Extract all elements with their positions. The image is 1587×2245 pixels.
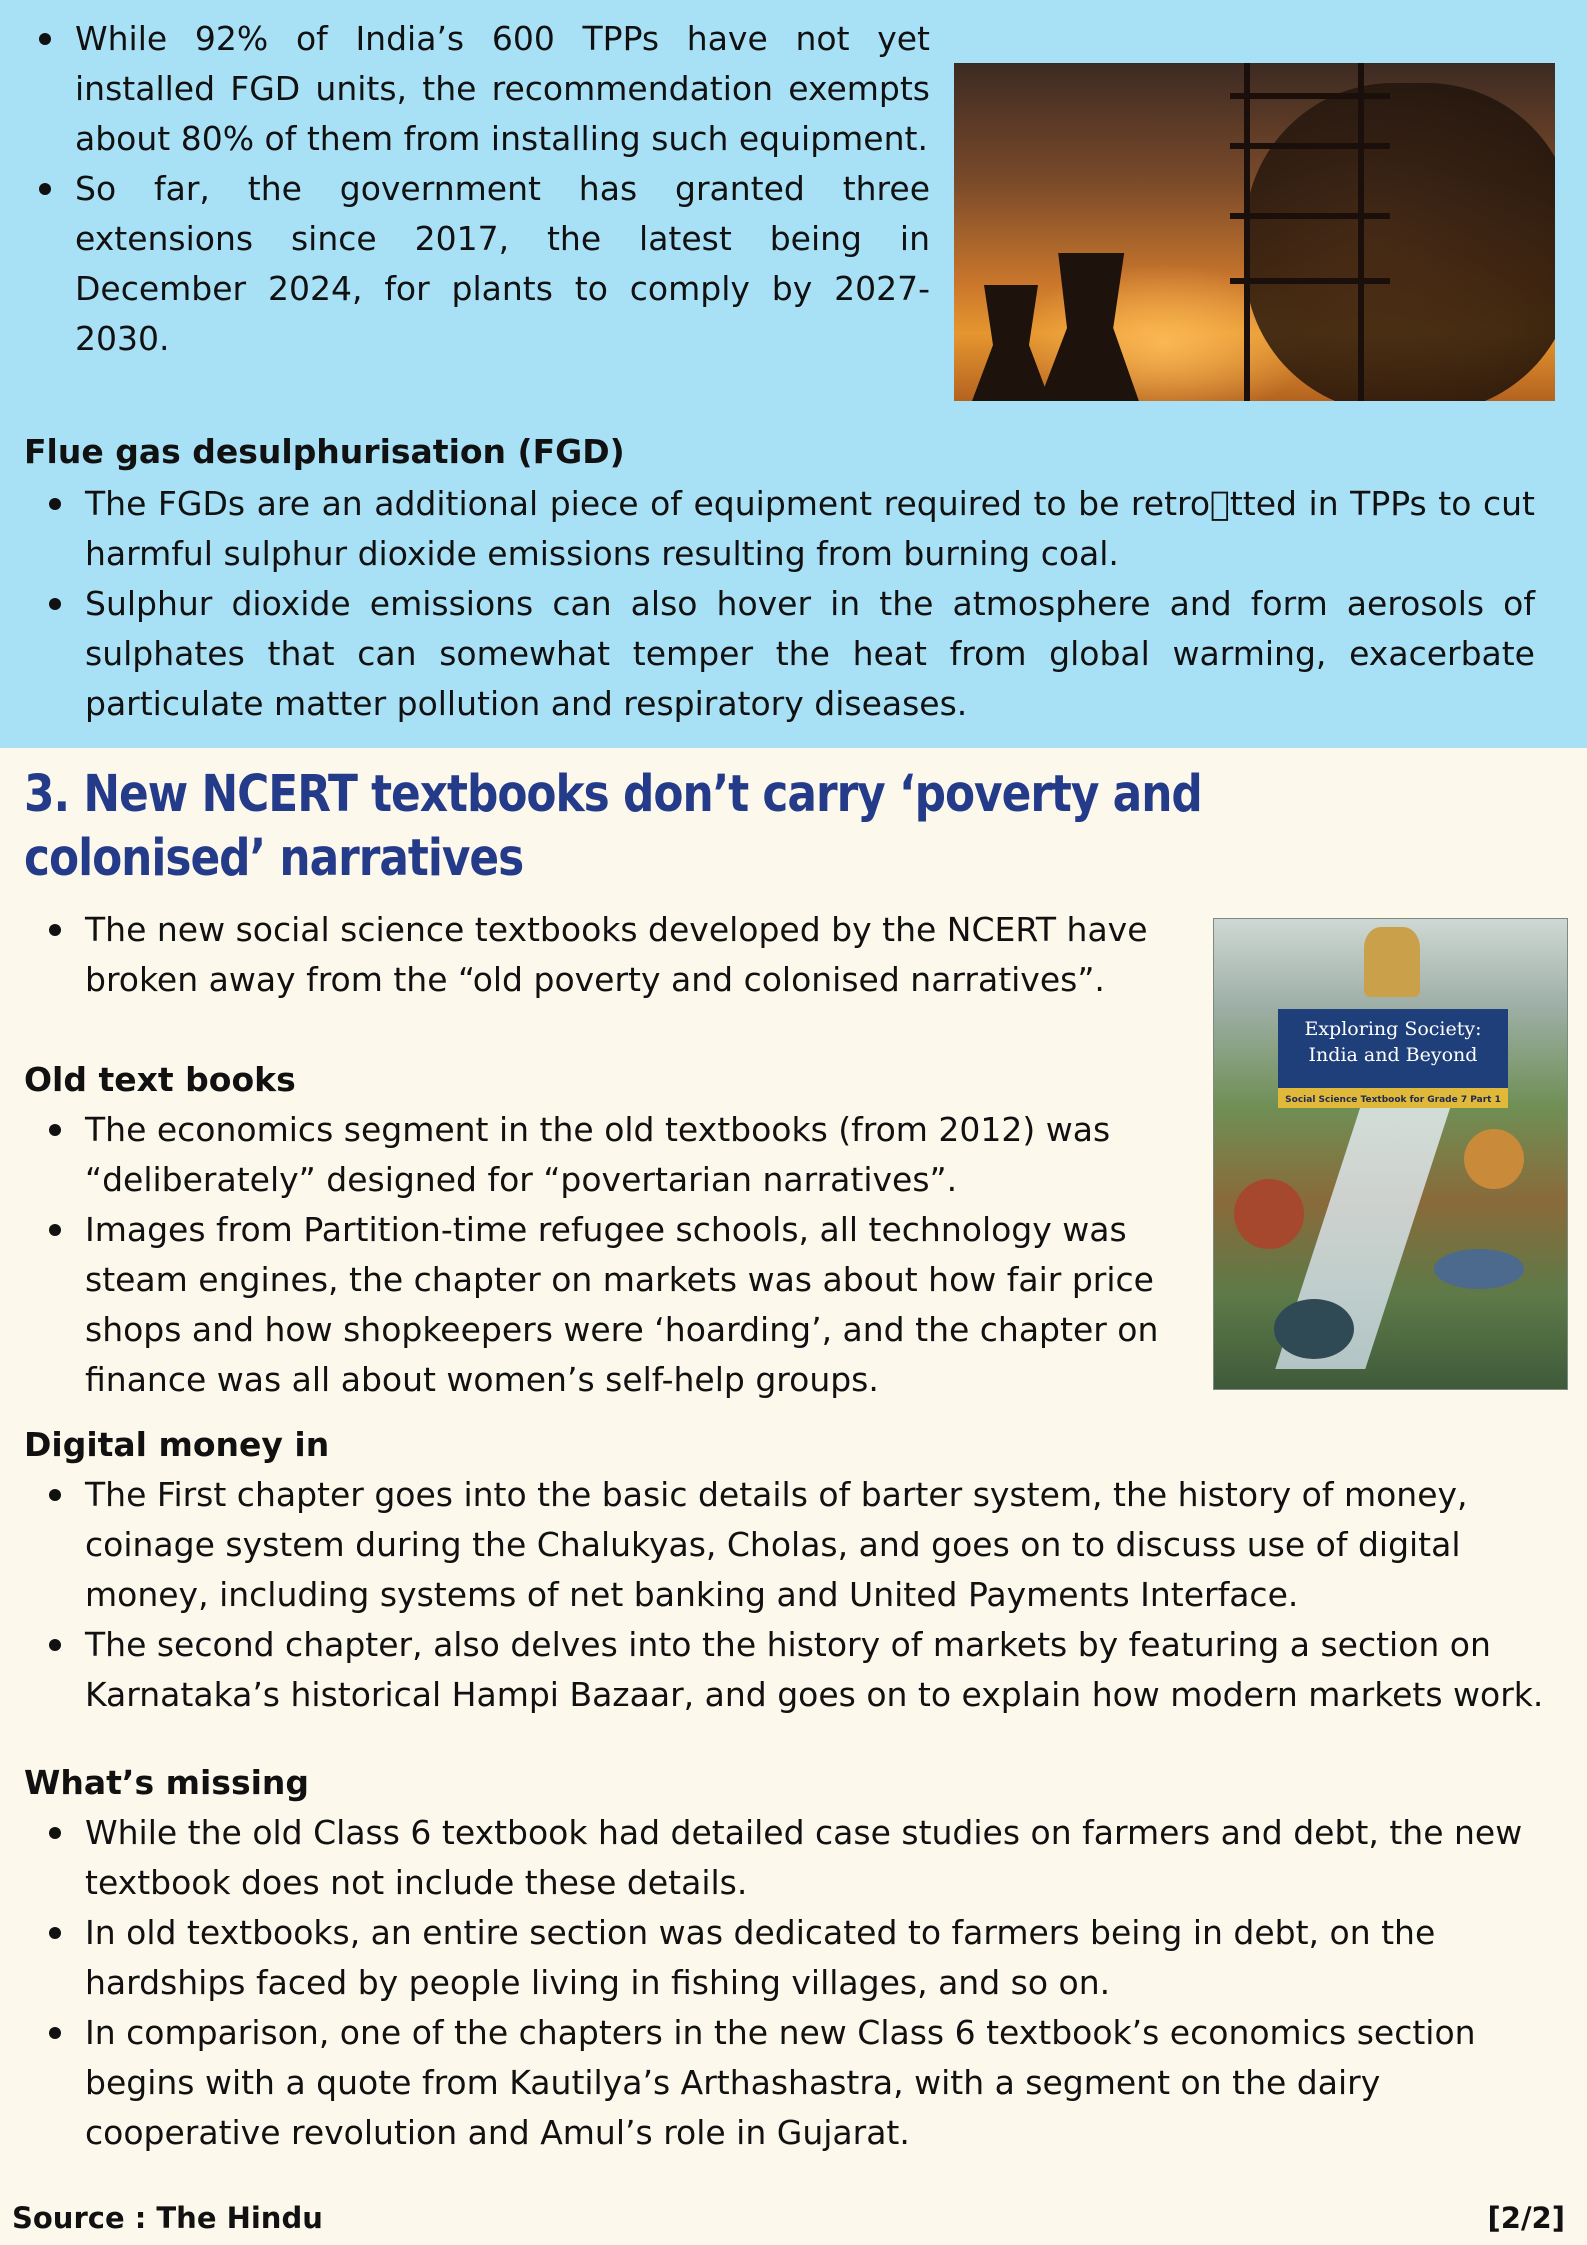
book-title-line1: Exploring Society: [1304, 1018, 1482, 1040]
list-item: Sulphur dioxide emissions can also hover in the atmosphere and form aerosols of sulphates that can somewhat temper the heat from global warming, exacerbate particulate matter pollution and respiratory diseases. [85, 579, 1535, 729]
old-books-heading: Old text books [24, 1060, 296, 1099]
list-item: While 92% of India’s 600 TPPs have not yet installed FGD units, the recommendation exempts about 80% of them from installing such equipment. [75, 14, 930, 164]
book-subtitle: Social Science Textbook for Grade 7 Part 1 [1278, 1092, 1508, 1108]
list-item: In comparison, one of the chapters in the new Class 6 textbook’s economics section begins with a quote from Kautilya’s Arthashastra, with a segment on the dairy cooperative revolution and Amul’s role in Gujarat. [85, 2008, 1585, 2158]
list-item: The FGDs are an additional piece of equipment required to be retro tted in TPPs to cut harmful sulphur dioxide emissions resulting from burning coal. [85, 479, 1535, 579]
intro-bullet-list [75, 14, 930, 364]
power-plant-photo [954, 63, 1555, 401]
source-credit: Source : The Hindu [12, 2201, 323, 2235]
fgd-heading: Flue gas desulphurisation (FGD) [24, 432, 625, 471]
old-books-list [85, 1105, 1210, 1405]
book-title-banner [1278, 1009, 1508, 1105]
page-number: [2/2] [1487, 2201, 1565, 2235]
whats-missing-list [85, 1808, 1585, 2158]
textbook-cover-image [1213, 918, 1568, 1390]
book-title-line2: India and Beyond [1308, 1044, 1478, 1066]
section-title: 3. New NCERT textbooks don’t carry ‘poverty and colonised’ narratives [24, 765, 1202, 888]
ncert-intro-list [85, 905, 1205, 1005]
emblem-icon [1364, 927, 1420, 997]
digital-money-list [85, 1470, 1585, 1720]
list-item: While the old Class 6 textbook had detailed case studies on farmers and debt, the new textbook does not include these details. [85, 1808, 1585, 1908]
list-item: The new social science textbooks developed by the NCERT have broken away from the “old poverty and colonised narratives”. [85, 905, 1205, 1005]
fgd-bullet-list [85, 479, 1535, 729]
list-item: The second chapter, also delves into the history of markets by featuring a section on Karnataka’s historical Hampi Bazaar, and goes on to explain how modern markets work. [85, 1620, 1585, 1720]
list-item: The First chapter goes into the basic details of barter system, the history of money, coinage system during the Chalukyas, Cholas, and goes on to discuss use of digital money, including systems of net banking and United Payments Interface. [85, 1470, 1585, 1620]
list-item: In old textbooks, an entire section was dedicated to farmers being in debt, on the hardships faced by people living in fishing villages, and so on. [85, 1908, 1585, 2008]
list-item: So far, the government has granted three extensions since 2017, the latest being in December 2024, for plants to comply by 2027-2030. [75, 164, 930, 364]
whats-missing-heading: What’s missing [24, 1763, 310, 1802]
list-item: Images from Partition-time refugee schools, all technology was steam engines, the chapter on markets was about how fair price shops and how shopkeepers were ‘hoarding’, and the chapter on finance was all about women’s self-help groups. [85, 1205, 1210, 1405]
list-item: The economics segment in the old textbooks (from 2012) was “deliberately” designed for “povertarian narratives”. [85, 1105, 1210, 1205]
digital-money-heading: Digital money in [24, 1425, 330, 1464]
